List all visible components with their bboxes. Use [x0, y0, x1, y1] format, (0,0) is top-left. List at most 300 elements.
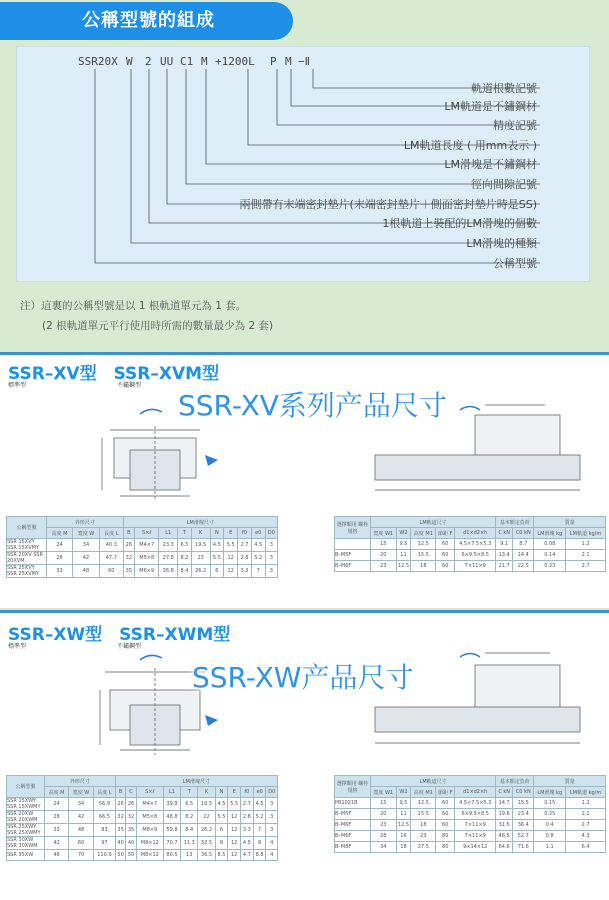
table-cell: 19.5: [198, 798, 215, 811]
legend-seal: 兩側帶有末端密封墊片(末端密封墊片＋側面密封墊片時是SS): [239, 198, 537, 211]
table-cell: 8.8: [253, 850, 266, 861]
table-cell: 23: [371, 820, 397, 831]
table-cell: 6×9.5×8.5: [455, 809, 496, 820]
table-cell: M4×7: [135, 539, 159, 552]
xv-rt-col: 高度 M1: [411, 528, 436, 539]
xw-rt-h-bolt: 選擇顆用 螺栓規格: [335, 776, 371, 798]
table-cell: 19.6: [496, 809, 513, 820]
table-cell: 33: [45, 824, 69, 837]
table-cell: 11: [396, 550, 411, 561]
xv-lt-col: B: [123, 528, 134, 539]
xw-rt-col: C0 kN: [513, 787, 534, 798]
table-cell: 60: [69, 837, 94, 850]
table-cell: 46.5: [496, 831, 513, 842]
xv-rt-col: d1×d2×h: [455, 528, 496, 539]
table-cell: 9.5: [396, 539, 411, 550]
table-row: [335, 561, 606, 572]
table-cell: 80: [436, 842, 455, 853]
table-cell: 19.5: [191, 539, 210, 552]
table-cell: 2.7: [566, 561, 606, 572]
table-cell: 70.7: [163, 837, 180, 850]
legend-accuracy: 精度記號: [493, 119, 537, 132]
xv-rt-col: C0 kN: [513, 528, 534, 539]
xw-lt-col: e0: [253, 787, 266, 798]
table-cell: 8.4: [178, 565, 192, 578]
table-cell: 48: [45, 850, 69, 861]
table-cell: 4: [266, 850, 278, 861]
table-cell: 4.7: [241, 850, 254, 861]
table-cell: 2.7: [238, 539, 252, 552]
table-cell: 36.4: [513, 820, 534, 831]
note-line-1: 注）這裏的公稱型號是以 1 根軌道單元為 1 套。: [20, 300, 247, 312]
table-cell: PB1021B: [335, 798, 371, 809]
xv-lt-h-outline: 外形尺寸: [47, 517, 124, 528]
table-cell: 12: [224, 565, 238, 578]
table-cell: B–M5F: [335, 550, 371, 561]
legend-block-type: LM滑塊的種類: [466, 237, 537, 250]
table-cell: B–M6F: [335, 831, 371, 842]
xv-sub-stainless: 不鏽鋼型: [117, 382, 142, 389]
table-row: [335, 842, 606, 853]
table-cell: 97: [93, 837, 115, 850]
table-cell: 6.4: [566, 842, 606, 853]
xw-sub-standard: 標準型: [8, 643, 27, 650]
xv-section-title: SSR–XV型 SSR–XVM型: [8, 364, 220, 384]
table-cell: 1.2: [566, 798, 606, 809]
table-cell: 8: [253, 837, 266, 850]
table-cell: 3.3: [241, 824, 254, 837]
xv-right-table: [334, 516, 606, 572]
table-cell: 9.1: [496, 539, 513, 550]
table-row: [7, 850, 278, 861]
table-cell: 36.8: [159, 565, 178, 578]
table-cell: 26: [123, 539, 134, 552]
xv-lt-col: T: [178, 528, 192, 539]
legend-rail-length: LM軌道長度 ( 用mm表示 ): [403, 139, 537, 152]
table-cell: 12.5: [396, 561, 411, 572]
table-cell: 13: [181, 850, 198, 861]
table-cell: SSR 15XWY SSR 15XWMY: [7, 798, 45, 811]
xv-lt-col: K: [191, 528, 210, 539]
table-cell: 20: [371, 809, 397, 820]
table-cell: SSR 20XV SSR 20XVM: [7, 552, 47, 565]
xv-lt-col: D0: [265, 528, 277, 539]
xv-lt-col: E: [224, 528, 238, 539]
table-cell: 32: [115, 811, 125, 824]
table-cell: B–M8F: [335, 842, 371, 853]
xw-rt-col: LM滑塊 kg: [534, 787, 566, 798]
table-cell: 4.3: [566, 831, 606, 842]
table-row: [7, 539, 278, 552]
table-cell: 80.5: [163, 850, 180, 861]
table-cell: 48: [69, 824, 94, 837]
table-cell: 4.5: [241, 837, 254, 850]
xv-rt-col: C kN: [496, 528, 513, 539]
xv-overlay-caption: SSR-XV系列产品尺寸: [178, 389, 447, 422]
table-cell: 15.5: [411, 550, 436, 561]
xv-rt-col: W2: [396, 528, 411, 539]
table-cell: 26.2: [198, 824, 215, 837]
table-cell: 2.8: [238, 552, 252, 565]
table-cell: B–M5F: [335, 809, 371, 820]
table-cell: 71.6: [513, 842, 534, 853]
table-cell: 7: [253, 824, 266, 837]
xv-lt-col: 高度 M: [47, 528, 73, 539]
table-row: [335, 798, 606, 809]
table-row: [7, 565, 278, 578]
table-cell: 110.9: [93, 850, 115, 861]
xv-rt-h-bolt: 選擇顆用 螺栓規格: [335, 517, 371, 539]
table-cell: 31.5: [496, 820, 513, 831]
table-cell: B–M6F: [335, 820, 371, 831]
table-cell: 60: [436, 539, 455, 550]
code-part-type: W: [126, 55, 133, 68]
code-part-count: 2: [145, 55, 152, 68]
xw-rt-col: 寬度 W1: [371, 787, 397, 798]
table-cell: 1.1: [534, 842, 566, 853]
table-cell: 8.2: [178, 552, 192, 565]
xw-rt-col: LM軌道 kg/m: [566, 787, 606, 798]
xv-lt-h-block: LM滑塊尺寸: [123, 517, 277, 528]
legend-block-stainless: LM滑塊是不鏽鋼材: [444, 158, 537, 171]
code-part-rail-stainless: M: [285, 55, 292, 68]
table-cell: 23: [191, 552, 210, 565]
table-cell: 12: [228, 850, 241, 861]
xw-rt-col: C kN: [496, 787, 513, 798]
table-cell: 22.5: [513, 561, 534, 572]
table-cell: SSR 30XW SSR 30XWM: [7, 837, 45, 850]
table-cell: 3: [265, 552, 277, 565]
table-row: [335, 820, 606, 831]
table-row: [7, 811, 278, 824]
code-part-base: SSR20X: [78, 55, 118, 68]
table-cell: 0.8: [534, 831, 566, 842]
table-cell: 42: [69, 811, 94, 824]
xv-rt-col: LM滑塊 kg: [534, 528, 566, 539]
table-cell: 32: [126, 811, 136, 824]
xw-lt-h-model: 公稱型號: [7, 776, 45, 798]
table-cell: M6×9: [135, 565, 159, 578]
table-cell: 5.5: [228, 798, 241, 811]
table-cell: 8.2: [181, 811, 198, 824]
table-cell: 18: [411, 561, 436, 572]
xw-rt-col: 節距 F: [436, 787, 455, 798]
table-cell: 5.2: [253, 811, 266, 824]
table-cell: 15.5: [411, 809, 436, 820]
xv-lt-h-model: 公稱型號: [7, 517, 47, 539]
xw-lt-h-block: LM滑塊尺寸: [115, 776, 277, 787]
table-cell: M8×12: [136, 850, 163, 861]
table-cell: 6: [215, 824, 228, 837]
table-cell: 23.3: [159, 539, 178, 552]
xw-lt-col: 寬度 W: [69, 787, 94, 798]
xv-left-table: [6, 516, 278, 578]
code-part-rail-count: −Ⅱ: [298, 55, 311, 68]
table-cell: 0.08: [534, 539, 566, 550]
xv-lt-col: 寬度 W: [73, 528, 100, 539]
table-cell: 7×11×9: [455, 561, 496, 572]
table-cell: 26: [126, 798, 136, 811]
table-cell: 39.9: [163, 798, 180, 811]
table-cell: 15: [371, 798, 397, 809]
table-cell: SSR 25XVY SSR 25XVMY: [7, 565, 47, 578]
xv-rt-h-load: 基本額定負荷: [496, 517, 534, 528]
table-cell: 8.5: [215, 850, 228, 861]
table-cell: 14.7: [496, 798, 513, 809]
table-cell: 7×11×9: [455, 820, 496, 831]
table-row: [335, 550, 606, 561]
table-cell: 6.5: [178, 539, 192, 552]
xw-lt-col: S×ℓ: [136, 787, 163, 798]
table-cell: 26.2: [191, 565, 210, 578]
xw-lt-col: C: [126, 787, 136, 798]
table-cell: 4.5×7.5×5.3: [455, 539, 496, 550]
xv-rt-col: LM軌道 kg/m: [566, 528, 606, 539]
table-cell: 5.2: [251, 552, 265, 565]
table-cell: 56.9: [93, 798, 115, 811]
xv-rt-h-mass: 質量: [534, 517, 606, 528]
table-cell: 35: [126, 824, 136, 837]
table-row: [335, 809, 606, 820]
xv-lt-col: f0: [238, 528, 252, 539]
table-cell: 5.5: [210, 552, 224, 565]
table-cell: 50: [115, 850, 125, 861]
table-cell: 4.5: [253, 798, 266, 811]
table-cell: M4×7: [136, 798, 163, 811]
legend-rail-count: 軌道根數記號: [471, 82, 537, 95]
table-cell: SSR 15XVY SSR 15XVMY: [7, 539, 47, 552]
table-cell: 5.5: [215, 811, 228, 824]
table-cell: 12.5: [411, 539, 436, 550]
table-cell: 2.1: [566, 809, 606, 820]
table-row: [7, 552, 278, 565]
table-cell: SSR 25XWY SSR 25XWMY: [7, 824, 45, 837]
table-cell: 14.4: [513, 550, 534, 561]
xv-lt-col: L1: [159, 528, 178, 539]
table-cell: 47.7: [99, 552, 123, 565]
legend-rail-stainless: LM軌道是不鏽鋼材: [444, 100, 537, 113]
xw-right-table-body: [335, 798, 606, 853]
xw-section-title: SSR–XW型 SSR–XWM型: [8, 625, 231, 645]
code-part-block-stainless: M: [201, 55, 208, 68]
table-row: [7, 837, 278, 850]
xw-lt-col: K: [198, 787, 215, 798]
table-cell: 60: [436, 561, 455, 572]
table-cell: B–M6F: [335, 561, 371, 572]
xw-lt-col: B: [115, 787, 125, 798]
table-cell: 36.5: [198, 850, 215, 861]
table-cell: 24: [45, 798, 69, 811]
table-cell: 52.7: [513, 831, 534, 842]
table-cell: 80: [436, 831, 455, 842]
xw-overlay-caption: SSR-XW产品尺寸: [192, 661, 414, 694]
xw-rt-col: W2: [396, 787, 411, 798]
table-cell: 7: [251, 565, 265, 578]
table-cell: 8.4: [181, 824, 198, 837]
table-cell: 4.5: [215, 798, 228, 811]
table-cell: 18: [411, 820, 436, 831]
table-cell: 23: [371, 561, 397, 572]
legend-model: 公稱型號: [493, 257, 537, 270]
table-cell: 12.5: [411, 798, 436, 809]
table-cell: SSR 20XW SSR 20XWM: [7, 811, 45, 824]
xw-lt-col: 長度 L: [93, 787, 115, 798]
note-line-2: (2 根軌道單元平行使用時所需的數量最少為 2 套): [42, 320, 274, 332]
table-cell: 2.7: [241, 798, 254, 811]
table-cell: 32.5: [198, 837, 215, 850]
xw-left-table: [6, 775, 278, 861]
table-cell: 48: [73, 565, 100, 578]
table-cell: 27.8: [159, 552, 178, 565]
table-cell: 13.4: [496, 550, 513, 561]
table-cell: 2.8: [241, 811, 254, 824]
table-cell: 48.8: [163, 811, 180, 824]
xv-rt-col: 寬度 W1: [371, 528, 397, 539]
table-cell: 22: [198, 811, 215, 824]
table-cell: 9.5: [396, 798, 411, 809]
table-cell: 0.14: [534, 550, 566, 561]
xv-left-table-body: [7, 539, 278, 578]
table-cell: 83: [93, 824, 115, 837]
table-cell: 4: [266, 837, 278, 850]
table-cell: 35: [123, 565, 134, 578]
xw-lt-col: E: [228, 787, 241, 798]
table-cell: 34: [73, 539, 100, 552]
table-cell: 2.1: [566, 550, 606, 561]
table-cell: 3.3: [238, 565, 252, 578]
table-cell: 40: [115, 837, 125, 850]
table-cell: 6.5: [181, 798, 198, 811]
table-cell: M8×12: [136, 837, 163, 850]
table-cell: 59.8: [163, 824, 180, 837]
table-cell: M5×8: [135, 552, 159, 565]
xw-sub-stainless: 不鏽鋼型: [117, 643, 142, 650]
xw-rt-col: 高度 M1: [411, 787, 436, 798]
table-cell: 1.2: [566, 539, 606, 550]
table-cell: 20: [371, 550, 397, 561]
table-cell: 50: [126, 850, 136, 861]
table-row: [335, 539, 606, 550]
table-cell: 6×9.5×8.5: [455, 550, 496, 561]
table-cell: 0.15: [534, 798, 566, 809]
table-cell: 40.3: [99, 539, 123, 552]
table-cell: 32: [123, 552, 134, 565]
table-cell: 60: [436, 809, 455, 820]
xv-rt-h-rail: LM軌道尺寸: [371, 517, 496, 528]
table-cell: 28: [47, 552, 73, 565]
table-cell: 12.5: [396, 820, 411, 831]
table-cell: 28: [45, 811, 69, 824]
table-cell: 3: [266, 824, 278, 837]
xw-right-table: [334, 775, 606, 853]
table-cell: [335, 539, 371, 550]
table-cell: 4.5: [251, 539, 265, 552]
table-row: [7, 824, 278, 837]
legend-block-count: 1根軌道上裝配的LM滑塊的個數: [382, 217, 537, 230]
table-cell: 18: [396, 842, 411, 853]
xv-rt-col: 節距 F: [436, 528, 455, 539]
table-cell: SSR 35XW: [7, 850, 45, 861]
table-cell: 12: [228, 837, 241, 850]
table-cell: 4.5: [210, 539, 224, 552]
table-cell: 64.6: [496, 842, 513, 853]
table-cell: 12: [228, 824, 241, 837]
table-cell: 0.4: [534, 820, 566, 831]
table-cell: 42: [73, 552, 100, 565]
table-cell: 66.5: [93, 811, 115, 824]
table-cell: 0.25: [534, 809, 566, 820]
table-cell: 16: [396, 831, 411, 842]
table-cell: M5×8: [136, 811, 163, 824]
table-cell: 7×11×9: [455, 831, 496, 842]
table-cell: 60: [436, 798, 455, 809]
table-cell: 12: [224, 552, 238, 565]
xv-lt-col: N: [210, 528, 224, 539]
code-part-clearance: C1: [180, 55, 194, 68]
table-cell: 60: [99, 565, 123, 578]
table-cell: 35: [115, 824, 125, 837]
table-cell: 8.7: [513, 539, 534, 550]
xv-right-table-body: [335, 539, 606, 572]
table-cell: 11: [396, 809, 411, 820]
xw-rt-col: d1×d2×h: [455, 787, 496, 798]
table-cell: 23: [411, 831, 436, 842]
table-cell: 2.7: [566, 820, 606, 831]
table-cell: 24: [47, 539, 73, 552]
table-cell: 6: [210, 565, 224, 578]
xw-lt-h-outline: 外形尺寸: [45, 776, 116, 787]
xv-lt-col: e0: [251, 528, 265, 539]
xv-sub-standard: 標準型: [8, 382, 27, 389]
table-cell: 33: [47, 565, 73, 578]
table-cell: 42: [45, 837, 69, 850]
xw-rt-h-load: 基本額定負荷: [496, 776, 534, 787]
table-cell: 60: [436, 550, 455, 561]
xw-left-table-body: [7, 798, 278, 861]
table-cell: 3: [265, 565, 277, 578]
table-cell: 4.5×7.5×5.3: [455, 798, 496, 809]
table-cell: 40: [126, 837, 136, 850]
table-cell: 21.7: [496, 561, 513, 572]
legend-clearance: 徑向間隙記號: [471, 178, 537, 191]
table-cell: 3: [266, 798, 278, 811]
xv-lt-col: 長度 L: [99, 528, 123, 539]
table-cell: 26: [115, 798, 125, 811]
xw-lt-col: N: [215, 787, 228, 798]
table-cell: 34: [371, 842, 397, 853]
table-cell: 27.5: [411, 842, 436, 853]
table-cell: 9×14×12: [455, 842, 496, 853]
code-part-accuracy: P: [270, 55, 277, 68]
table-row: [7, 798, 278, 811]
table-cell: 3: [265, 539, 277, 552]
xw-lt-col: D0: [266, 787, 278, 798]
xw-lt-col: f0: [241, 787, 254, 798]
page-title: 公稱型號的組成: [0, 2, 293, 40]
table-cell: 8: [215, 837, 228, 850]
xw-lt-col: L1: [163, 787, 180, 798]
table-cell: 3: [266, 811, 278, 824]
xw-lt-col: 高度 M: [45, 787, 69, 798]
table-cell: 60: [436, 820, 455, 831]
table-cell: 5.5: [224, 539, 238, 552]
table-cell: 15: [371, 539, 397, 550]
table-cell: 0.23: [534, 561, 566, 572]
table-cell: 34: [69, 798, 94, 811]
table-cell: 28: [371, 831, 397, 842]
xv-lt-col: S×ℓ: [135, 528, 159, 539]
xw-lt-col: T: [181, 787, 198, 798]
